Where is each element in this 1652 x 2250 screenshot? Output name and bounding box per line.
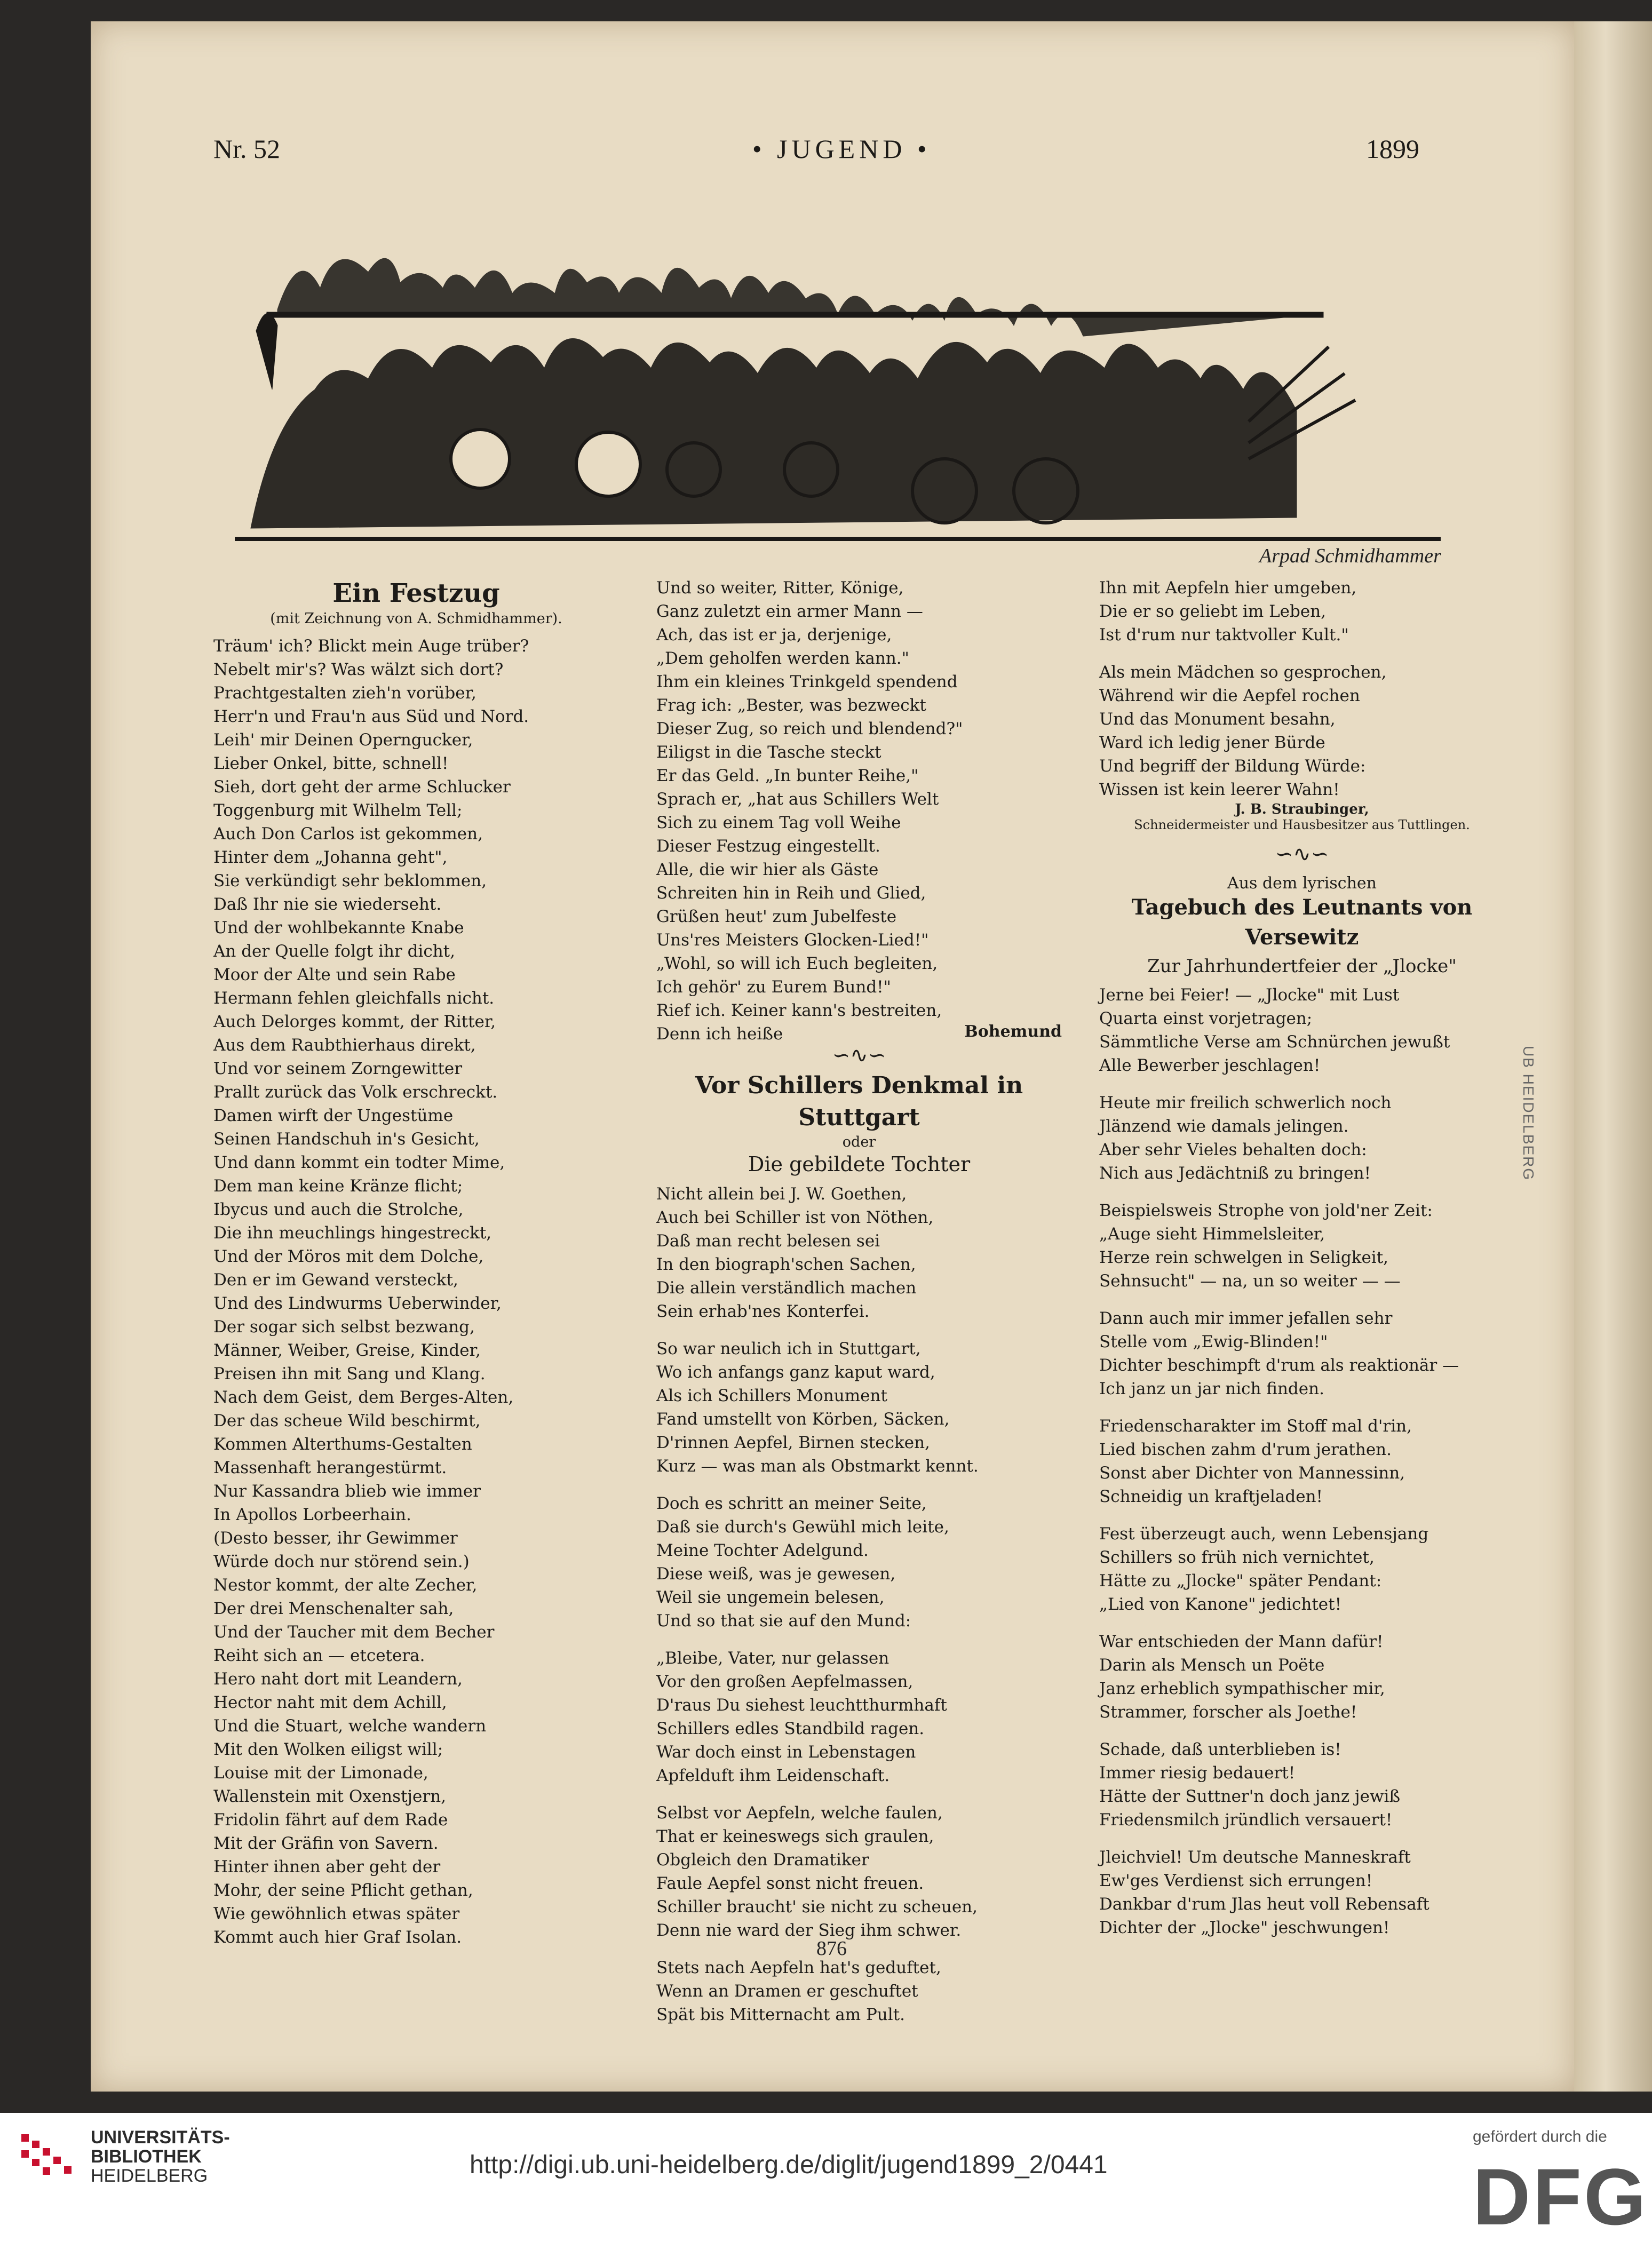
verse-line: Wenn an Dramen er geschuftet	[656, 1982, 918, 2001]
verse-line: Und dann kommt ein todter Mime,	[213, 1153, 505, 1172]
verse-line: Denn nie ward der Sieg ihm schwer.	[656, 1921, 962, 1940]
verse-line: Ach, das ist er ja, derjenige,	[656, 625, 892, 645]
verse-line: Sprach er, „hat aus Schillers Welt	[656, 790, 939, 809]
verse-line: D'raus Du siehest leuchtthurmhaft	[656, 1696, 947, 1715]
verse-line: Jerne bei Feier! — „Jlocke" mit Lust	[1099, 985, 1400, 1005]
verse-line: „Lied von Kanone" jedichtet!	[1099, 1595, 1342, 1614]
verse-line: Hätte der Suttner'n doch janz jewiß	[1099, 1787, 1401, 1806]
signature-occupation: Schneidermeister und Hausbesitzer aus Tuttlingen.	[1134, 817, 1470, 832]
stanza-gap	[1099, 1185, 1505, 1199]
verse-line: Stelle vom „Ewig-Blinden!"	[1099, 1332, 1328, 1351]
verse-line: Ward ich ledig jener Bürde	[1099, 733, 1325, 752]
verse-line: Hätte zu „Jlocke" später Pendant:	[1099, 1571, 1382, 1591]
verse-line: Obgleich den Dramatiker	[656, 1850, 869, 1870]
verse-line: Meine Tochter Adelgund.	[656, 1541, 869, 1560]
verse-line: Schillers so früh nich vernichtet,	[1099, 1548, 1375, 1567]
column-festzug	[213, 576, 619, 1949]
stanza-gap	[1099, 647, 1505, 661]
verse-line: Ich gehör' zu Eurem Bund!"	[656, 977, 891, 997]
verse-line: Denn ich heiße	[656, 1024, 783, 1044]
stanza-gap	[1099, 1616, 1505, 1630]
verse-line: Dann auch mir immer jefallen sehr	[1099, 1309, 1393, 1328]
verse-line: Dichter beschimpft d'rum als reaktionär —	[1099, 1356, 1459, 1375]
verse-line: Wie gewöhnlich etwas später	[213, 1904, 460, 1923]
stanza-gap	[1099, 1508, 1505, 1522]
verse-line: Wo ich anfangs ganz kaput ward,	[656, 1363, 935, 1382]
verse-line: Diese weiß, was je gewesen,	[656, 1564, 896, 1584]
verse-line: Herr'n und Frau'n aus Süd und Nord.	[213, 707, 529, 726]
procession-illustration	[235, 192, 1441, 560]
verse-line: Der das scheue Wild beschirmt,	[213, 1411, 481, 1430]
poem-subtitle: Die gebildete Tochter	[748, 1152, 971, 1176]
poem-title: Ein Festzug	[332, 578, 500, 608]
verse-line: Den er im Gewand versteckt,	[213, 1270, 458, 1290]
verse-line: Leih' mir Deinen Operngucker,	[213, 730, 473, 750]
library-name-line: HEIDELBERG	[91, 2166, 208, 2186]
university-library-logo-icon	[16, 2129, 80, 2188]
ornament-divider: ∽∿∽	[832, 1043, 886, 1068]
verse-line: Vor den großen Aepfelmassen,	[656, 1672, 914, 1691]
verse-line: Sieh, dort geht der arme Schlucker	[213, 777, 511, 797]
pre-title: Aus dem lyrischen	[1227, 874, 1377, 893]
verse-line: Lieber Onkel, bitte, schnell!	[213, 754, 449, 773]
verse-line: Lied bischen zahm d'rum jerathen.	[1099, 1440, 1392, 1459]
verse-line: Während wir die Aepfel rochen	[1099, 686, 1360, 705]
verse-line: Auch bei Schiller ist von Nöthen,	[656, 1208, 934, 1227]
verse-line: Herze rein schwelgen in Seligkeit,	[1099, 1248, 1389, 1267]
page-number: 876	[816, 1937, 847, 1960]
verse-line: Ihn mit Aepfeln hier umgeben,	[1099, 578, 1357, 598]
verse-line: Fridolin fährt auf dem Rade	[213, 1810, 448, 1830]
verse-line: Ibycus und auch die Strolche,	[213, 1200, 464, 1219]
verse-line: Hermann fehlen gleichfalls nicht.	[213, 989, 495, 1008]
library-name-line: BIBLIOTHEK	[91, 2146, 202, 2167]
verse-line: Immer riesig bedauert!	[1099, 1763, 1296, 1783]
verse-line: Und begriff der Bildung Würde:	[1099, 757, 1366, 776]
verse-line: Sämmtliche Verse am Schnürchen jewußt	[1099, 1032, 1450, 1052]
verse-line: Würde doch nur störend sein.)	[213, 1552, 470, 1571]
verse-line: Die ihn meuchlings hingestreckt,	[213, 1223, 492, 1243]
stanza-gap	[656, 1633, 1062, 1647]
verse-line: Friedenscharakter im Stoff mal d'rin,	[1099, 1417, 1412, 1436]
verse-line: In Apollos Lorbeerhain.	[213, 1505, 411, 1524]
verse-line: Schreiten hin in Reih und Glied,	[656, 884, 926, 903]
verse-line: Weil sie ungemein belesen,	[656, 1588, 885, 1607]
poem-body-continued	[656, 576, 1062, 1046]
stanza-gap	[1099, 1077, 1505, 1091]
verse-line: „Bleibe, Vater, nur gelassen	[656, 1649, 889, 1668]
verse-line: War doch einst in Lebenstagen	[656, 1743, 916, 1762]
verse-line: Sich zu einem Tag voll Weihe	[656, 813, 901, 832]
verse-line: Dem man keine Kränze flicht;	[213, 1176, 463, 1196]
verse-line: Beispielsweis Strophe von jold'ner Zeit:	[1099, 1201, 1433, 1220]
verse-line: Grüßen heut' zum Jubelfeste	[656, 907, 897, 926]
verse-line: Und so that sie auf den Mund:	[656, 1611, 911, 1631]
verse-line: Die allein verständlich machen	[656, 1278, 917, 1298]
stanza-gap	[656, 1323, 1062, 1337]
verse-line: „Wohl, so will ich Euch begleiten,	[656, 954, 938, 973]
title-conjunction: oder	[842, 1134, 876, 1150]
verse-line: Moor der Alte und sein Rabe	[213, 965, 456, 984]
verse-line: Faule Aepfel sonst nicht freuen.	[656, 1874, 924, 1893]
permalink-url[interactable]: http://digi.ub.uni-heidelberg.de/diglit/jugend1899_2/0441	[470, 2151, 1108, 2179]
verse-line: Rief ich. Keiner kann's bestreiten,	[656, 1001, 942, 1020]
verse-line: Hinter ihnen aber geht der	[213, 1857, 441, 1877]
verse-line: Ganz zuletzt ein armer Mann —	[656, 602, 923, 621]
verse-line: Preisen ihn mit Sang und Klang.	[213, 1364, 486, 1384]
verse-line: Toggenburg mit Wilhelm Tell;	[213, 801, 463, 820]
verse-line: Nestor kommt, der alte Zecher,	[213, 1576, 478, 1595]
stanza-gap	[656, 1478, 1062, 1492]
verse-line: Nach dem Geist, dem Berges-Alten,	[213, 1388, 514, 1407]
verse-line: Mit den Wolken eiligst will;	[213, 1740, 443, 1759]
verse-line: Er das Geld. „In bunter Reihe,"	[656, 766, 919, 785]
verse-line: Strammer, forscher als Joethe!	[1099, 1703, 1357, 1722]
verse-line: „Auge sieht Himmelsleiter,	[1099, 1225, 1325, 1244]
verse-line: Und die Stuart, welche wandern	[213, 1716, 487, 1736]
verse-line: Schneidig un kraftjeladen!	[1099, 1487, 1323, 1506]
verse-line: D'rinnen Aepfel, Birnen stecken,	[656, 1433, 930, 1452]
verse-line: Nur Kassandra blieb wie immer	[213, 1482, 481, 1501]
verse-line: Doch es schritt an meiner Seite,	[656, 1494, 927, 1513]
poem-subtitle: (mit Zeichnung von A. Schmidhammer).	[270, 610, 562, 627]
library-name-line: UNIVERSITÄTS-	[91, 2127, 230, 2148]
verse-line: That er keineswegs sich graulen,	[656, 1827, 934, 1846]
verse-line: Ihm ein kleines Trinkgeld spendend	[656, 672, 958, 691]
verse-line: Alle, die wir hier als Gäste	[656, 860, 879, 879]
verse-line: Kommen Alterthums-Gestalten	[213, 1435, 472, 1454]
ornament-divider: ∽∿∽	[1275, 842, 1329, 866]
verse-line: Louise mit der Limonade,	[213, 1763, 428, 1783]
poem-subtitle: Zur Jahrhundertfeier der „Jlocke"	[1147, 956, 1457, 977]
verse-line: Eiligst in die Tasche steckt	[656, 743, 881, 762]
verse-line: Ist d'rum nur taktvoller Kult."	[1099, 625, 1349, 645]
verse-line: Alle Bewerber jeschlagen!	[1099, 1056, 1321, 1075]
verse-line: Und das Monument besahn,	[1099, 710, 1336, 729]
verse-line: War entschieden der Mann dafür!	[1099, 1632, 1384, 1651]
verse-line: Stets nach Aepfeln hat's geduftet,	[656, 1958, 941, 1977]
funding-label: gefördert durch die	[1473, 2128, 1607, 2145]
verse-line: Schillers edles Standbild ragen.	[656, 1719, 925, 1738]
verse-line: „Dem geholfen werden kann."	[656, 649, 909, 668]
verse-line: Jleichviel! Um deutsche Manneskraft	[1099, 1848, 1411, 1867]
verse-line: Friedensmilch jründlich versauert!	[1099, 1810, 1393, 1830]
verse-line: Und so weiter, Ritter, Könige,	[656, 578, 904, 598]
year: 1899	[1366, 134, 1419, 164]
verse-line: Aber sehr Vieles behalten doch:	[1099, 1140, 1367, 1159]
signature-bohemund: Bohemund	[964, 1022, 1062, 1041]
verse-line: Wallenstein mit Oxenstjern,	[213, 1787, 447, 1806]
verse-line: Hector naht mit dem Achill,	[213, 1693, 447, 1712]
verse-line: Aus dem Raubthierhaus direkt,	[213, 1036, 476, 1055]
verse-line: Daß man recht belesen sei	[656, 1231, 880, 1251]
verse-line: Nicht allein bei J. W. Goethen,	[656, 1184, 907, 1204]
verse-line: Und der wohlbekannte Knabe	[213, 918, 464, 937]
signature-straubinger: J. B. Straubinger,	[1235, 801, 1369, 817]
verse-line: Und der Möros mit dem Dolche,	[213, 1247, 484, 1266]
stanza-gap	[656, 1787, 1062, 1801]
verse-line: Männer, Weiber, Greise, Kinder,	[213, 1341, 481, 1360]
library-name	[91, 2128, 230, 2185]
verse-line: Damen wirft der Ungestüme	[213, 1106, 454, 1125]
viewer-footer	[0, 2113, 1652, 2250]
dfg-logo: DFG	[1473, 2152, 1648, 2241]
verse-line: Und der Taucher mit dem Becher	[213, 1623, 495, 1642]
verse-line: Mohr, der seine Pflicht gethan,	[213, 1881, 473, 1900]
verse-line: Selbst vor Aepfeln, welche faulen,	[656, 1803, 943, 1823]
library-stamp: UB HEIDELBERG	[1520, 1046, 1537, 1181]
stanza-gap	[1099, 1401, 1505, 1414]
verse-line: Dieser Zug, so reich und blendend?"	[656, 719, 963, 738]
stanza-gap	[1099, 1293, 1505, 1307]
poem-body	[1099, 983, 1505, 1939]
verse-line: Die er so geliebt im Leben,	[1099, 602, 1327, 621]
stanza-gap	[656, 1942, 1062, 1956]
verse-line: Massenhaft herangestürmt.	[213, 1458, 447, 1477]
verse-line: Reiht sich an — etcetera.	[213, 1646, 425, 1665]
verse-line: Als ich Schillers Monument	[656, 1386, 887, 1405]
poem-body	[656, 1182, 1062, 2026]
column-denkmal	[656, 576, 1062, 2026]
verse-line: Fand umstellt von Körben, Säcken,	[656, 1410, 950, 1429]
verse-line: Prachtgestalten zieh'n vorüber,	[213, 683, 476, 703]
verse-line: Frag ich: „Bester, was bezweckt	[656, 696, 926, 715]
magazine-title: • JUGEND •	[752, 134, 931, 164]
verse-line: Der sogar sich selbst bezwang,	[213, 1317, 475, 1337]
verse-line: Jlänzend wie damals jelingen.	[1099, 1117, 1349, 1136]
verse-line: Hinter dem „Johanna geht",	[213, 848, 448, 867]
poem-body	[213, 634, 619, 1949]
verse-line: Daß sie durch's Gewühl mich leite,	[656, 1517, 949, 1537]
verse-line: Daß Ihr nie sie wiederseht.	[213, 895, 442, 914]
verse-line: Darin als Mensch un Poëte	[1099, 1656, 1325, 1675]
verse-line: Der drei Menschenalter sah,	[213, 1599, 454, 1618]
issue-number: Nr. 52	[213, 134, 280, 164]
verse-line: Quarta einst vorjetragen;	[1099, 1009, 1313, 1028]
verse-line: Schiller braucht' sie nicht zu scheuen,	[656, 1897, 978, 1917]
poem-title: Vor Schillers Denkmal in Stuttgart	[695, 1072, 1023, 1131]
verse-line: Sein erhab'nes Konterfei.	[656, 1302, 870, 1321]
verse-line: Dichter der „Jlocke" jeschwungen!	[1099, 1918, 1390, 1937]
verse-line: Hero naht dort mit Leandern,	[213, 1669, 463, 1689]
verse-line: Nebelt mir's? Was wälzt sich dort?	[213, 660, 504, 679]
poem-title: Tagebuch des Leutnants von Versewitz	[1131, 895, 1473, 950]
book-spine	[1574, 21, 1652, 2092]
verse-line: Kurz — was man als Obstmarkt kennt.	[656, 1457, 979, 1476]
poem-ending	[1099, 576, 1505, 801]
stanza-gap	[1099, 1724, 1505, 1738]
verse-line: Uns'res Meisters Glocken-Lied!"	[656, 931, 929, 950]
verse-line: Nich aus Jedächtniß zu bringen!	[1099, 1164, 1371, 1183]
verse-line: An der Quelle folgt ihr dicht,	[213, 942, 455, 961]
verse-line: Kommt auch hier Graf Isolan.	[213, 1928, 462, 1947]
verse-line: Dieser Festzug eingestellt.	[656, 837, 880, 856]
verse-line: Seinen Handschuh in's Gesicht,	[213, 1130, 480, 1149]
verse-line: (Desto besser, ihr Gewimmer	[213, 1529, 458, 1548]
verse-line: Apfelduft ihm Leidenschaft.	[656, 1766, 890, 1785]
verse-line: Auch Don Carlos ist gekommen,	[213, 824, 483, 844]
verse-line: Heute mir freilich schwerlich noch	[1099, 1093, 1392, 1112]
verse-line: Träum' ich? Blickt mein Auge trüber?	[213, 637, 529, 656]
verse-line: Ew'ges Verdienst sich errungen!	[1099, 1871, 1373, 1890]
stanza-gap	[1099, 1832, 1505, 1846]
verse-line: Sehnsucht" — na, un so weiter — —	[1099, 1271, 1401, 1291]
verse-line: In den biograph'schen Sachen,	[656, 1255, 916, 1274]
verse-line: Janz erheblich sympathischer mir,	[1099, 1679, 1385, 1698]
verse-line: Wissen ist kein leerer Wahn!	[1099, 780, 1340, 799]
verse-line: So war neulich ich in Stuttgart,	[656, 1339, 921, 1358]
verse-line: Sonst aber Dichter von Mannessinn,	[1099, 1464, 1405, 1483]
verse-line: Auch Delorges kommt, der Ritter,	[213, 1012, 496, 1031]
verse-line: Als mein Mädchen so gesprochen,	[1099, 663, 1387, 682]
verse-line: Dankbar d'rum Jlas heut voll Rebensaft	[1099, 1895, 1429, 1914]
verse-line: Prallt zurück das Volk erschreckt.	[213, 1083, 498, 1102]
verse-line: Und vor seinem Zorngewitter	[213, 1059, 463, 1078]
verse-line: Schade, daß unterblieben is!	[1099, 1740, 1341, 1759]
verse-line: Sie verkündigt sehr beklommen,	[213, 871, 487, 891]
verse-line: Und des Lindwurms Ueberwinder,	[213, 1294, 502, 1313]
verse-line: Spät bis Mitternacht am Pult.	[656, 2005, 905, 2024]
verse-line: Ich janz un jar nich finden.	[1099, 1379, 1324, 1398]
verse-line: Fest überzeugt auch, wenn Lebensjang	[1099, 1524, 1429, 1544]
verse-line: Mit der Gräfin von Savern.	[213, 1834, 439, 1853]
column-tagebuch	[1099, 576, 1505, 1939]
illustration-credit: Arpad Schmidhammer	[1259, 545, 1441, 567]
